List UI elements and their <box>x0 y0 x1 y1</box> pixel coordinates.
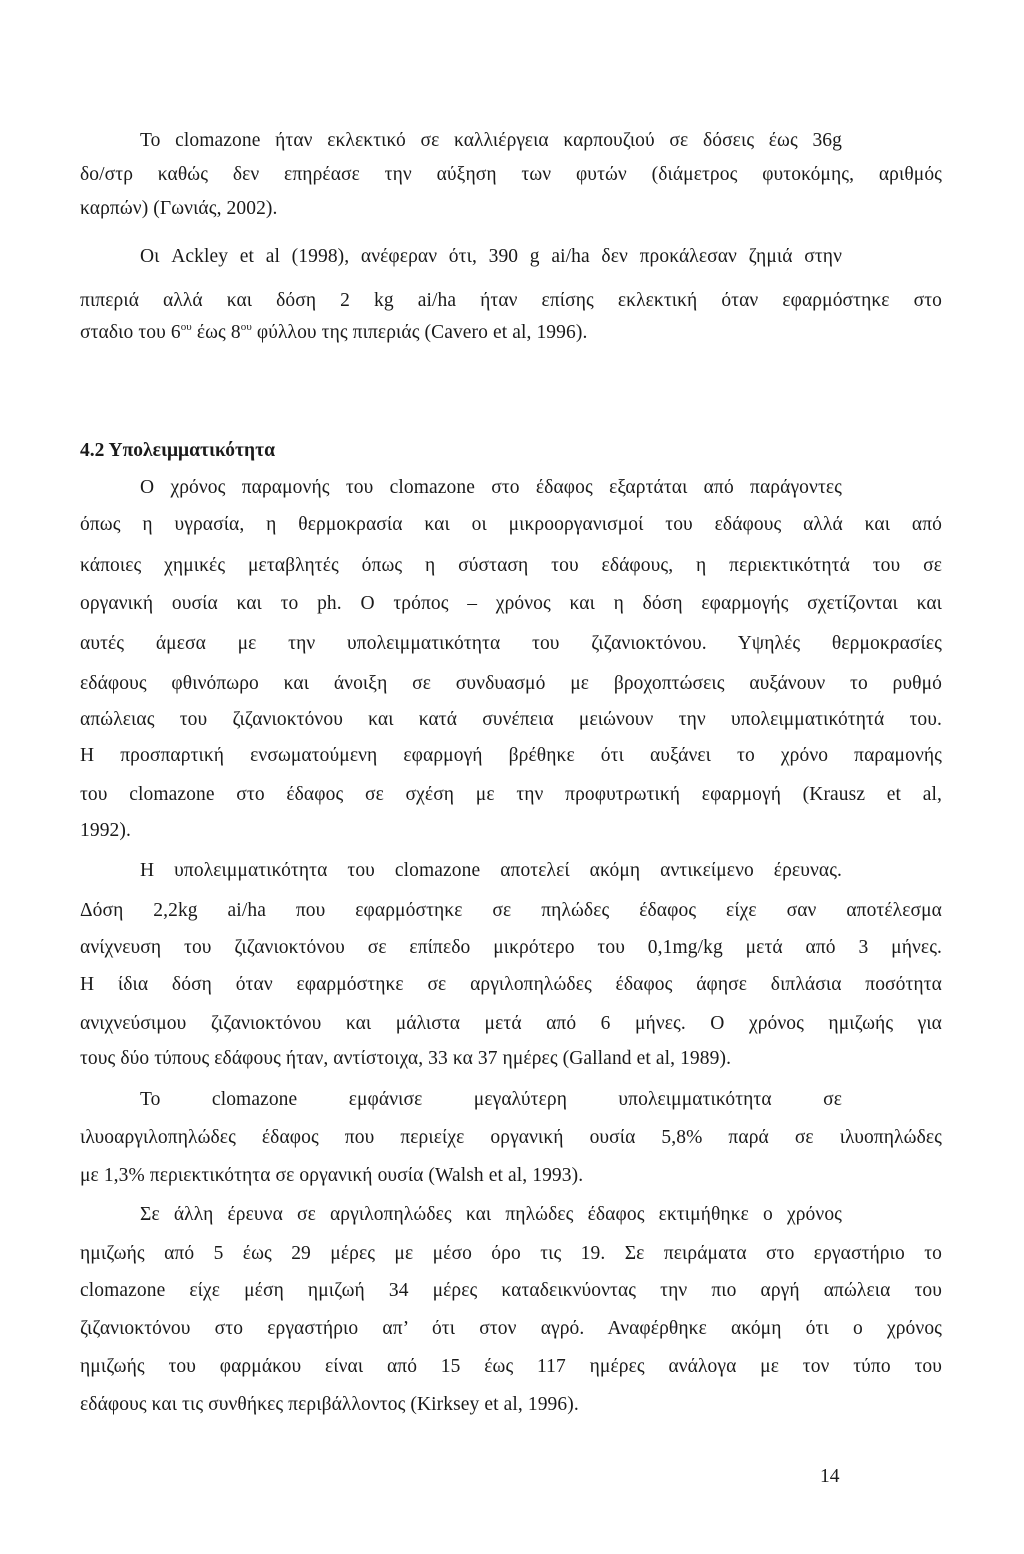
text-line: Το clomazone εμφάνισε μεγαλύτερη υπολειμματικότητα σε <box>140 1089 842 1110</box>
text-line: Η ίδια δόση όταν εφαρμόστηκε σε αργιλοπηλώδες έδαφος άφησε διπλάσια ποσότητα <box>80 974 942 995</box>
text-line: Σε άλλη έρευνα σε αργιλοπηλώδες και πηλώδες έδαφος εκτιμήθηκε ο χρόνος <box>140 1204 842 1225</box>
section-heading: 4.2 Υπολειμματικότητα <box>80 440 275 461</box>
text-line: ανίχνευση του ζιζανιοκτόνου σε επίπεδο μικρότερο του 0,1mg/kg μετά από 3 μήνες. <box>80 937 942 958</box>
text-line: με 1,3% περιεκτικότητα σε οργανική ουσία (Walsh et al, 1993). <box>80 1165 584 1186</box>
page-number: 14 <box>820 1466 840 1487</box>
text-line: ημιζωής του φαρμάκου είναι από 15 έως 117 ημέρες ανάλογα με τον τύπο του <box>80 1356 942 1377</box>
text-line: Η υπολειμματικότητα του clomazone αποτελεί ακόμη αντικείμενο έρευνας. <box>140 860 842 881</box>
text-line: τους δύο τύπους εδάφους ήταν, αντίστοιχα, 33 κα 37 ημέρες (Galland et al, 1989). <box>80 1048 732 1069</box>
text-line: καρπών) (Γωνιάς, 2002). <box>80 198 278 219</box>
text-line: οργανική ουσία και το ph. Ο τρόπος – χρόνος και η δόση εφαρμογής σχετίζονται και <box>80 593 942 614</box>
text-line: εδάφους φθινόπωρο και άνοιξη σε συνδυασμό με βροχοπτώσεις αυξάνουν το ρυθμό <box>80 673 942 694</box>
text-line: αυτές άμεσα με την υπολειμματικότητα του ζιζανιοκτόνου. Υψηλές θερμοκρασίες <box>80 633 942 654</box>
text-line: όπως η υγρασία, η θερμοκρασία και οι μικροοργανισμοί του εδάφους αλλά και από <box>80 514 942 535</box>
text-line: πιπεριά αλλά και δόση 2 kg ai/ha ήταν επίσης εκλεκτική όταν εφαρμόστηκε στο <box>80 290 942 311</box>
text-line: κάποιες χημικές μεταβλητές όπως η σύσταση του εδάφους, η περιεκτικότητά του σε <box>80 555 942 576</box>
text-line: εδάφους και τις συνθήκες περιβάλλοντος (Kirksey et al, 1996). <box>80 1394 579 1415</box>
text-line: ανιχνεύσιμου ζιζανιοκτόνου και μάλιστα μετά από 6 μήνες. Ο χρόνος ημιζωής για <box>80 1013 942 1034</box>
text-line: του clomazone στο έδαφος σε σχέση με την προφυτρωτική εφαρμογή (Krausz et al, <box>80 784 942 805</box>
text-line: ημιζωής από 5 έως 29 μέρες με μέσο όρο τις 19. Σε πειράματα στο εργαστήριο το <box>80 1243 942 1264</box>
text-line: σταδιο του $6^{o\upsilon}$ έως $8^{o\upsilon}$ φύλλου της πιπεριάς (Cavero et al, 1996). <box>80 321 588 343</box>
text-line: ζιζανιοκτόνου στο εργαστήριο απ’ ότι στον αγρό. Αναφέρθηκε ακόμη ότι ο χρόνος <box>80 1318 942 1339</box>
text-line: δο/στρ καθώς δεν επηρέασε την αύξηση των φυτών (διάμετρος φυτοκόμης, αριθμός <box>80 164 942 185</box>
text-line: Οι Ackley et al (1998), ανέφεραν ότι, 390 g ai/ha δεν προκάλεσαν ζημιά στην <box>140 246 842 267</box>
text-line: 1992). <box>80 820 131 841</box>
text-line: Ο χρόνος παραμονής του clomazone στο έδαφος εξαρτάται από παράγοντες <box>140 477 842 498</box>
text-line: clomazone είχε μέση ημιζωή 34 μέρες καταδεικνύοντας την πιο αργή απώλεια του <box>80 1280 942 1301</box>
text-line: ιλυοαργιλοπηλώδες έδαφος που περιείχε οργανική ουσία 5,8% παρά σε ιλυοπηλώδες <box>80 1127 942 1148</box>
text-line: Το clomazone ήταν εκλεκτικό σε καλλιέργεια καρπουζιού σε δόσεις έως 36g <box>140 130 842 151</box>
text-line: απώλειας του ζιζανιοκτόνου και κατά συνέπεια μειώνουν την υπολειμματικότητά του. <box>80 709 942 730</box>
text-line: Δόση 2,2kg ai/ha που εφαρμόστηκε σε πηλώδες έδαφος είχε σαν αποτέλεσμα <box>80 900 942 921</box>
text-line: Η προσπαρτική ενσωματούμενη εφαρμογή βρέθηκε ότι αυξάνει το χρόνο παραμονής <box>80 745 942 766</box>
